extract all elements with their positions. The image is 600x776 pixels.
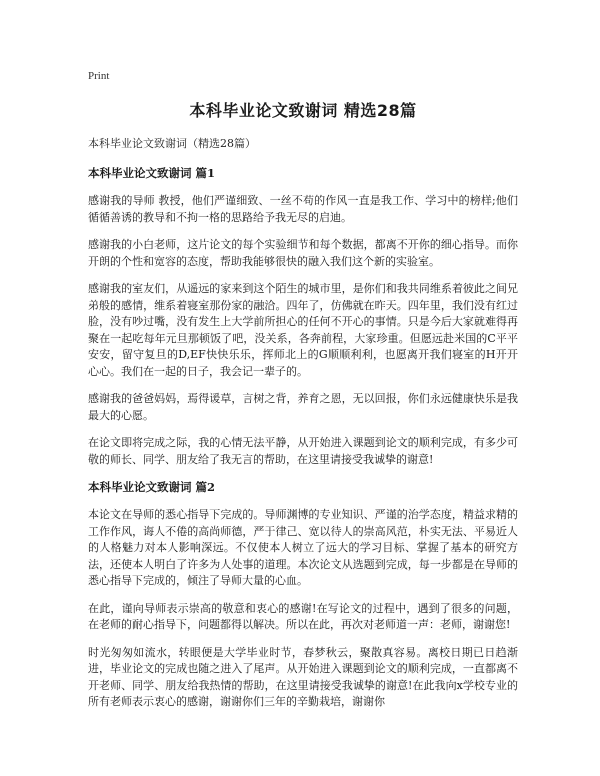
document-subtitle: 本科毕业论文致谢词（精选28篇） (88, 137, 256, 150)
paragraph: 在论文即将完成之际，我的心情无法平静，从开始进入课题到论文的顺利完成，有多少可敬的师长、同学、朋友给了我无言的帮助，在这里请接受我诚挚的谢意! (88, 436, 518, 466)
paragraph: 感谢我的爸爸妈妈，焉得谖草，言树之背，养育之恩，无以回报，你们永远健康快乐是我最大的心愿。 (88, 392, 518, 422)
paragraph: 感谢我的导师 教授，他们严谨细致、一丝不苟的作风一直是我工作、学习中的榜样;他们循循善诱的教导和不拘一格的思路给予我无尽的启迪。 (88, 194, 518, 224)
paragraph: 感谢我的室友们，从遥远的家来到这个陌生的城市里，是你们和我共同维系着彼此之间兄弟般的感情，维系着寝室那份家的融洽。四年了，仿佛就在昨天。四年里，我们没有红过脸，没有吵过嘴，没有发生上大学前所担心的任何不开心的事情。只是今后大家就难得再聚在一起吃每年元旦那顿饭了吧，没关系，各奔前程，大家珍重。但愿远赴米国的C平平安安，留守复旦的D,EF快快乐乐，挥师北上的G顺顺利利，也愿离开我们寝室的H开开心心。我们在一起的日子，我会记一辈子的。 (88, 282, 518, 378)
section-2 (88, 479, 518, 711)
paragraph: 感谢我的小白老师，这片论文的每个实验细节和每个数据，都离不开你的细心指导。而你开朗的个性和宽容的态度，帮助我能够很快的融入我们这个新的实验室。 (88, 238, 518, 268)
page-title: 本科毕业论文致谢词 精选28篇 (189, 101, 417, 120)
section-heading: 本科毕业论文致谢词 篇2 (88, 480, 216, 494)
paragraph: 时光匆匆如流水，转眼便是大学毕业时节，春梦秋云，聚散真容易。离校日期已日趋渐进，毕业论文的完成也随之进入了尾声。从开始进入课题到论文的顺利完成，一直都离不开老师、同学、朋友给我热情的帮助，在这里请接受我诚挚的谢意!在此我向x学校专业的所有老师表示衷心的感谢，谢谢你们三年的辛勤栽培，谢谢你 (88, 645, 518, 708)
section-heading: 本科毕业论文致谢词 篇1 (88, 166, 216, 180)
document-page (88, 70, 518, 722)
section-1 (88, 165, 518, 468)
print-label: Print (88, 70, 110, 82)
paragraph: 本论文在导师的悉心指导下完成的。导师渊博的专业知识、严谨的治学态度，精益求精的工作作风，诲人不倦的高尚师德，严于律己、宽以待人的崇高风范，朴实无法、平易近人的人格魅力对本人影响深远。不仅使本人树立了远大的学习目标、掌握了基本的研究方法，还使本人明白了许多为人处事的道理。本次论文从选题到完成，每一步都是在导师的悉心指导下完成的，倾注了导师大量的心血。 (88, 508, 518, 587)
paragraph: 在此，谨向导师表示崇高的敬意和衷心的感谢!在写论文的过程中，遇到了很多的问题，在老师的耐心指导下，问题都得以解决。所以在此，再次对老师道一声：老师，谢谢您! (88, 601, 518, 631)
